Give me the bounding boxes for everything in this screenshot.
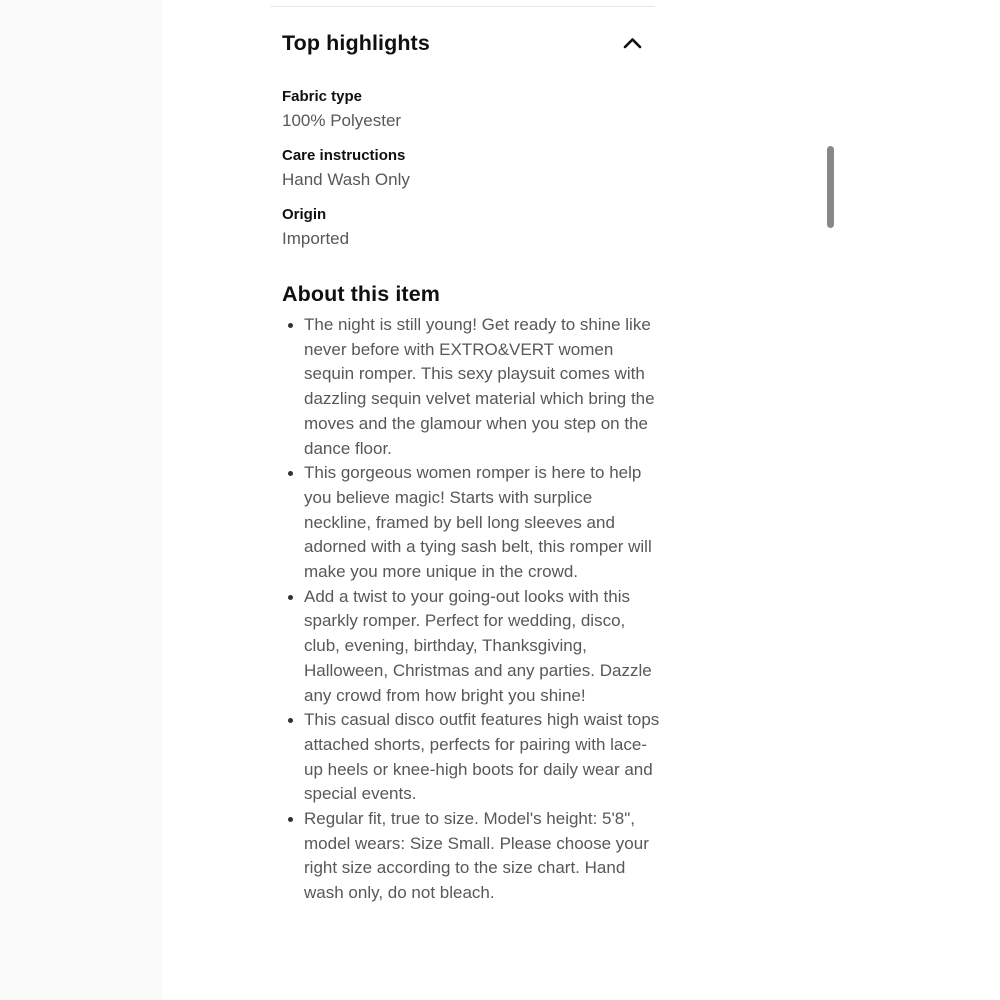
top-highlights-title: Top highlights [282,31,430,55]
section-divider [270,6,655,7]
about-bullet: This gorgeous women romper is here to help you believe magic! Starts with surplice neckline, framed by bell long sleeves and adorned with a tying sash belt, this romper will make you more unique in the crowd. [304,461,662,585]
about-bullet: Add a twist to your going-out looks with this sparkly romper. Perfect for wedding, disco, club, evening, birthday, Thanksgiving, Halloween, Christmas and any parties. Dazzle any crowd from how bright you shine! [304,585,662,709]
attribute-value: 100% Polyester [282,111,402,130]
attribute-origin [282,205,642,251]
product-attributes [282,87,642,251]
about-bullet-list [282,313,662,906]
attribute-care-instructions [282,146,642,192]
chevron-up-icon[interactable] [622,35,642,51]
about-bullet: This casual disco outfit features high waist tops attached shorts, perfects for pairing with lace-up heels or knee-high boots for daily wear and special events. [304,708,662,807]
about-bullet: Regular fit, true to size. Model's height: 5'8", model wears: Size Small. Please choose your right size according to the size chart. Hand wash only, do not bleach. [304,807,662,906]
attribute-value: Imported [282,229,350,248]
attribute-label: Care instructions [282,147,406,164]
left-gutter [0,0,162,1000]
attribute-fabric-type [282,87,642,133]
attribute-label: Origin [282,206,327,223]
product-details-panel [270,0,660,906]
about-this-item-title: About this item [282,282,440,306]
scrollbar-thumb[interactable] [827,146,834,228]
attribute-label: Fabric type [282,88,363,105]
top-highlights-expander[interactable] [282,29,642,57]
about-bullet: The night is still young! Get ready to shine like never before with EXTRO&VERT women sequin romper. This sexy playsuit comes with dazzling sequin velvet material which bring the moves and the glamour when you step on the dance floor. [304,313,662,461]
attribute-value: Hand Wash Only [282,170,410,189]
